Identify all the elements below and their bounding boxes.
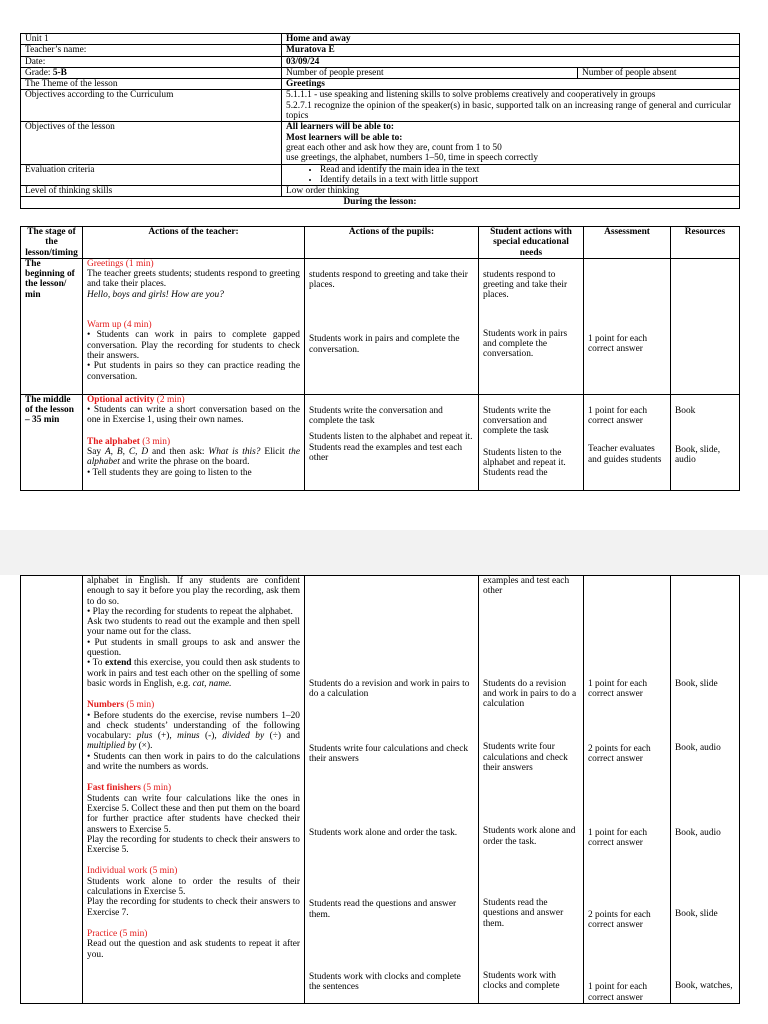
col-pupils-header: Actions of the pupils: bbox=[305, 227, 479, 259]
resources-continued: Book, slide Book, audio Book, audio Book, slide Book, watches, bbox=[671, 576, 740, 1004]
evaluation-value: • Read and identify the main idea in the text • Identify details in a text with little support bbox=[282, 164, 740, 186]
theme-value: Greetings bbox=[282, 79, 740, 90]
unit-label: Unit 1 bbox=[21, 34, 282, 45]
special-actions-continued: examples and test each other Students do a revision and work in pairs to do a calculation Students write four calculations and check their answers Students work alone and order the task. Students read the questions and answer them. Students work with clocks and complete bbox=[479, 576, 584, 1004]
grade-cell: Grade: 5-B bbox=[21, 67, 282, 78]
theme-label: The Theme of the lesson bbox=[21, 79, 282, 90]
teacher-value: Muratova E bbox=[282, 45, 740, 56]
pupils-actions-middle: Students write the conversation and complete the task Students listen to the alphabet and repeat it. Students read the examples and test each other bbox=[305, 394, 479, 490]
stage-middle: The middle of the lesson – 35 min bbox=[21, 394, 83, 490]
col-assessment-header: Assessment bbox=[584, 227, 671, 259]
col-teacher-header: Actions of the teacher: bbox=[83, 227, 305, 259]
col-special-header: Student actions with special educational needs bbox=[479, 227, 584, 259]
unit-value: Home and away bbox=[282, 34, 740, 45]
objectives-lesson-value: All learners will be able to: Most learners will be able to: great each other and ask how they are, count from 1 to 50 use greetings, the alphabet, numbers 1–50, time in speech correctly bbox=[282, 122, 740, 164]
thinking-value: Low order thinking bbox=[282, 186, 740, 197]
col-resources-header: Resources bbox=[671, 227, 740, 259]
absent-label: Number of people absent bbox=[578, 67, 740, 78]
lesson-plan-table-continued bbox=[20, 575, 740, 1004]
stage-continued bbox=[21, 576, 83, 1004]
resources-middle: Book Book, slide, audio bbox=[671, 394, 740, 490]
special-actions-middle: Students write the conversation and complete the task Students listen to the alphabet and repeat it. Students read the bbox=[479, 394, 584, 490]
teacher-actions-continued: alphabet in English. If any students are confident enough to say it before you play the recording, ask them to do so. • Play the recording for students to repeat the alphabet. Ask two students to read out the example and then spell your name out for the class. • Put students in small groups to ask and answer the question. • To extend this exercise, you could then ask students to work in pairs and test each other on the spelling of some basic words in English, e.g. cat, name. Numbers (5 min) • Before students do the exercise, revise numbers 1–20 and check students’ understanding of the following vocabulary: plus (+), minus (-), divided by (÷) and multiplied by (×). • Students can then work in pairs to do the calculations and write the numbers as words. Fast finishers (5 min) Students can write four calculations like the ones in Exercise 5. Collect these and then put them on the board for further practice after students have checked their answers to Exercise 5. Play the recording for students to check their answers to Exercise 5. Individual work (5 min) Students work alone to order the results of their calculations in Exercise 5. Play the recording for students to check their answers to Exercise 7. Practice (5 min) Read out the question and ask students to repeat it after you. bbox=[83, 576, 305, 1004]
page-gap bbox=[0, 530, 768, 575]
assessment-continued: 1 point for each correct answer 2 points for each correct answer 1 point for each correct answer 2 points for each correct answer 1 point for each correct answer bbox=[584, 576, 671, 1004]
teacher-actions-middle: Optional activity (2 min) • Students can write a short conversation based on the one in Exercise 1, using their own names. The alphabet (3 min) Say A, B, C, D and then ask: What is this? Elicit the alphabet and write the phrase on the board. • Tell students they are going to listen to the bbox=[83, 394, 305, 490]
col-stage-header: The stage of the lesson/timing bbox=[21, 227, 83, 259]
date-label: Date: bbox=[21, 56, 282, 67]
lesson-info-table bbox=[20, 33, 740, 209]
objectives-curriculum-label: Objectives according to the Curriculum bbox=[21, 90, 282, 122]
teacher-actions-beginning: Greetings (1 min) The teacher greets students; students respond to greeting and take their places. Hello, boys and girls! How are you? Warm up (4 min) • Students can work in pairs to complete gapped conversation. Play the recording for students to check their answers. • Put students in pairs so they can practice reading the conversation. bbox=[83, 258, 305, 394]
assessment-beginning: 1 point for each correct answer bbox=[584, 258, 671, 394]
present-label: Number of people present bbox=[282, 67, 578, 78]
document-page-2 bbox=[0, 575, 768, 1024]
teacher-label: Teacher’s name: bbox=[21, 45, 282, 56]
objectives-lesson-label: Objectives of the lesson bbox=[21, 122, 282, 164]
assessment-middle: 1 point for each correct answer Teacher evaluates and guides students bbox=[584, 394, 671, 490]
evaluation-label: Evaluation criteria bbox=[21, 164, 282, 186]
pupils-actions-continued: Students do a revision and work in pairs to do a calculation Students write four calculations and check their answers Students work alone and order the task. Students read the questions and answer them. Students work with clocks and complete the sentences bbox=[305, 576, 479, 1004]
pupils-actions-beginning: students respond to greeting and take their places. Students work in pairs and complete the conversation. bbox=[305, 258, 479, 394]
special-actions-beginning: students respond to greeting and take their places. Students work in pairs and complete the conversation. bbox=[479, 258, 584, 394]
stage-beginning: The beginning of the lesson/ min bbox=[21, 258, 83, 394]
during-lesson-heading: During the lesson: bbox=[21, 197, 740, 208]
lesson-plan-table bbox=[20, 226, 740, 491]
objectives-curriculum-value: 5.1.1.1 - use speaking and listening skills to solve problems creatively and cooperatively in groups 5.2.7.1 recognize the opinion of the speaker(s) in basic, supported talk on an increasing range of general and curricular topics bbox=[282, 90, 740, 122]
resources-beginning bbox=[671, 258, 740, 394]
date-value: 03/09/24 bbox=[282, 56, 740, 67]
thinking-label: Level of thinking skills bbox=[21, 186, 282, 197]
